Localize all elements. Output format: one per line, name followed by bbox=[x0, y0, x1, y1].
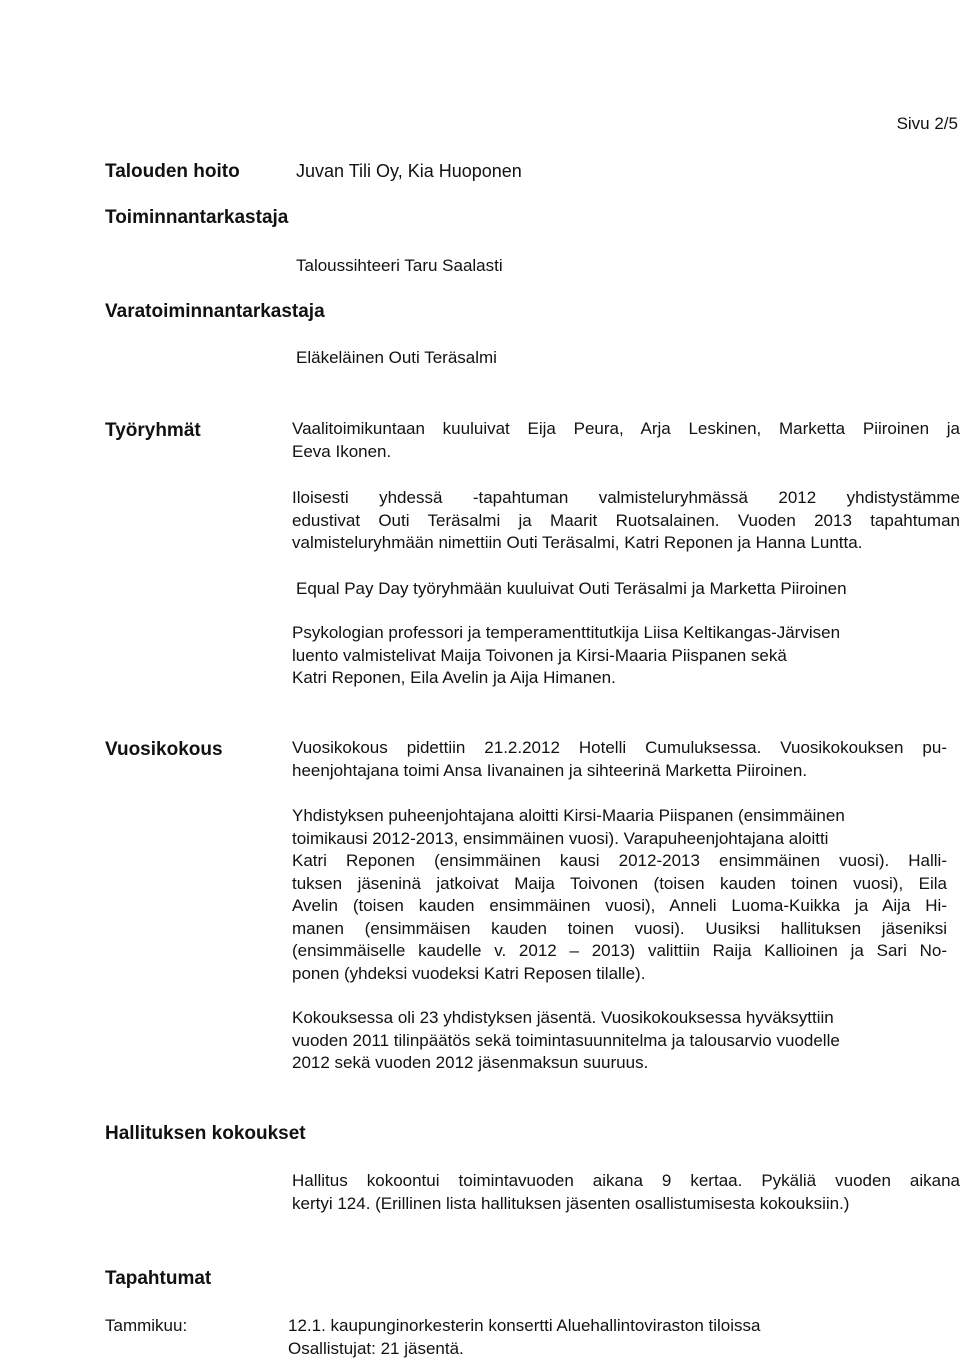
heading-tapahtumat: Tapahtumat bbox=[105, 1268, 212, 1289]
heading-hallituksen-kokoukset: Hallituksen kokoukset bbox=[105, 1123, 306, 1144]
talouden-hoito-text: Juvan Tili Oy, Kia Huoponen bbox=[296, 161, 522, 181]
text-line: (ensimmäiselle kaudelle v. 2012 – 2013) valittiin Raija Kallioinen ja Sari No- bbox=[292, 941, 947, 960]
toiminnantarkastaja-text: Taloussihteeri Taru Saalasti bbox=[296, 256, 503, 275]
tapahtumat-month: Tammikuu: bbox=[105, 1316, 188, 1335]
text-line: manen (ensimmäisen kauden toinen vuosi). Uusiksi hallituksen jäseniksi bbox=[292, 918, 947, 938]
text-line: Yhdistyksen puheenjohtajana aloitti Kirsi-Maaria Piispanen (ensimmäinen bbox=[292, 806, 845, 825]
text-line: heenjohtajana toimi Ansa Iivanainen ja sihteerinä Marketta Piiroinen. bbox=[292, 760, 808, 780]
text-line: Hallitus kokoontui toimintavuoden aikana 9 kertaa. Pykäliä vuoden aikana bbox=[292, 1171, 960, 1190]
page-number: Sivu 2/5 bbox=[896, 114, 958, 133]
text-line: edustivat Outi Teräsalmi ja Maarit Ruotsalainen. Vuoden 2013 tapahtuman bbox=[292, 510, 960, 530]
text-line: Psykologian professori ja temperamenttitutkija Liisa Keltikangas-Järvisen bbox=[292, 623, 841, 642]
text-line: Katri Reponen (ensimmäinen kausi 2012-2013 ensimmäinen vuosi). Halli- bbox=[292, 851, 947, 870]
text-line: Iloisesti yhdessä -tapahtuman valmisteluryhmässä 2012 yhdistystämme bbox=[292, 488, 960, 507]
text-line: Vuosikokous pidettiin 21.2.2012 Hotelli Cumuluksessa. Vuosikokouksen pu- bbox=[292, 738, 947, 757]
vuosikokous-paragraph-1 bbox=[292, 737, 947, 782]
text-line: 2012 sekä vuoden 2012 jäsenmaksun suuruus. bbox=[292, 1053, 649, 1072]
text-line: Katri Reponen, Eila Avelin ja Aija Himanen. bbox=[292, 668, 616, 687]
text-line: Avelin (toisen kauden ensimmäinen vuosi), Anneli Luoma-Kuikka ja Aija Hi- bbox=[292, 896, 947, 915]
vuosikokous-paragraph-3 bbox=[292, 1007, 840, 1075]
text-line: 12.1. kaupunginorkesterin konsertti Aluehallintoviraston tiloissa bbox=[288, 1316, 761, 1335]
text-line: toimikausi 2012-2013, ensimmäinen vuosi). Varapuheenjohtajana aloitti bbox=[292, 828, 829, 848]
heading-tyoryhmat: Työryhmät bbox=[105, 420, 201, 441]
tyoryhmat-paragraph-4 bbox=[292, 622, 840, 690]
varatoiminnantarkastaja-text: Eläkeläinen Outi Teräsalmi bbox=[296, 348, 497, 367]
text-line: kertyi 124. (Erillinen lista hallituksen jäsenten osallistumisesta kokouksiin.) bbox=[292, 1193, 850, 1213]
tyoryhmat-paragraph-2 bbox=[292, 487, 960, 555]
text-line: Kokouksessa oli 23 yhdistyksen jäsentä. Vuosikokouksessa hyväksyttiin bbox=[292, 1008, 834, 1027]
text-line: valmisteluryhmään nimettiin Outi Teräsalmi, Katri Reponen ja Hanna Luntta. bbox=[292, 533, 863, 552]
tyoryhmat-paragraph-1 bbox=[292, 418, 960, 463]
tapahtumat-event bbox=[288, 1315, 761, 1360]
heading-vuosikokous: Vuosikokous bbox=[105, 739, 223, 760]
text-line: luento valmistelivat Maija Toivonen ja Kirsi-Maaria Piispanen sekä bbox=[292, 645, 787, 665]
text-line: vuoden 2011 tilinpäätös sekä toimintasuunnitelma ja talousarvio vuodelle bbox=[292, 1030, 840, 1050]
text-line: tuksen jäseninä jatkoivat Maija Toivonen (toisen kauden toinen vuosi), Eila bbox=[292, 873, 947, 893]
heading-varatoiminnantarkastaja: Varatoiminnantarkastaja bbox=[105, 301, 325, 322]
heading-talouden-hoito: Talouden hoito bbox=[105, 161, 240, 182]
text-line: Eeva Ikonen. bbox=[292, 441, 392, 461]
tyoryhmat-paragraph-3: Equal Pay Day työryhmään kuuluivat Outi Teräsalmi ja Marketta Piiroinen bbox=[296, 579, 847, 598]
text-line: Vaalitoimikuntaan kuuluivat Eija Peura, Arja Leskinen, Marketta Piiroinen ja bbox=[292, 419, 960, 438]
text-line: Osallistujat: 21 jäsentä. bbox=[288, 1338, 464, 1358]
vuosikokous-paragraph-2 bbox=[292, 805, 947, 985]
hallituksen-kokoukset-text bbox=[292, 1170, 960, 1215]
text-line: ponen (yhdeksi vuodeksi Katri Reposen tilalle). bbox=[292, 963, 646, 983]
heading-toiminnantarkastaja: Toiminnantarkastaja bbox=[105, 207, 289, 228]
